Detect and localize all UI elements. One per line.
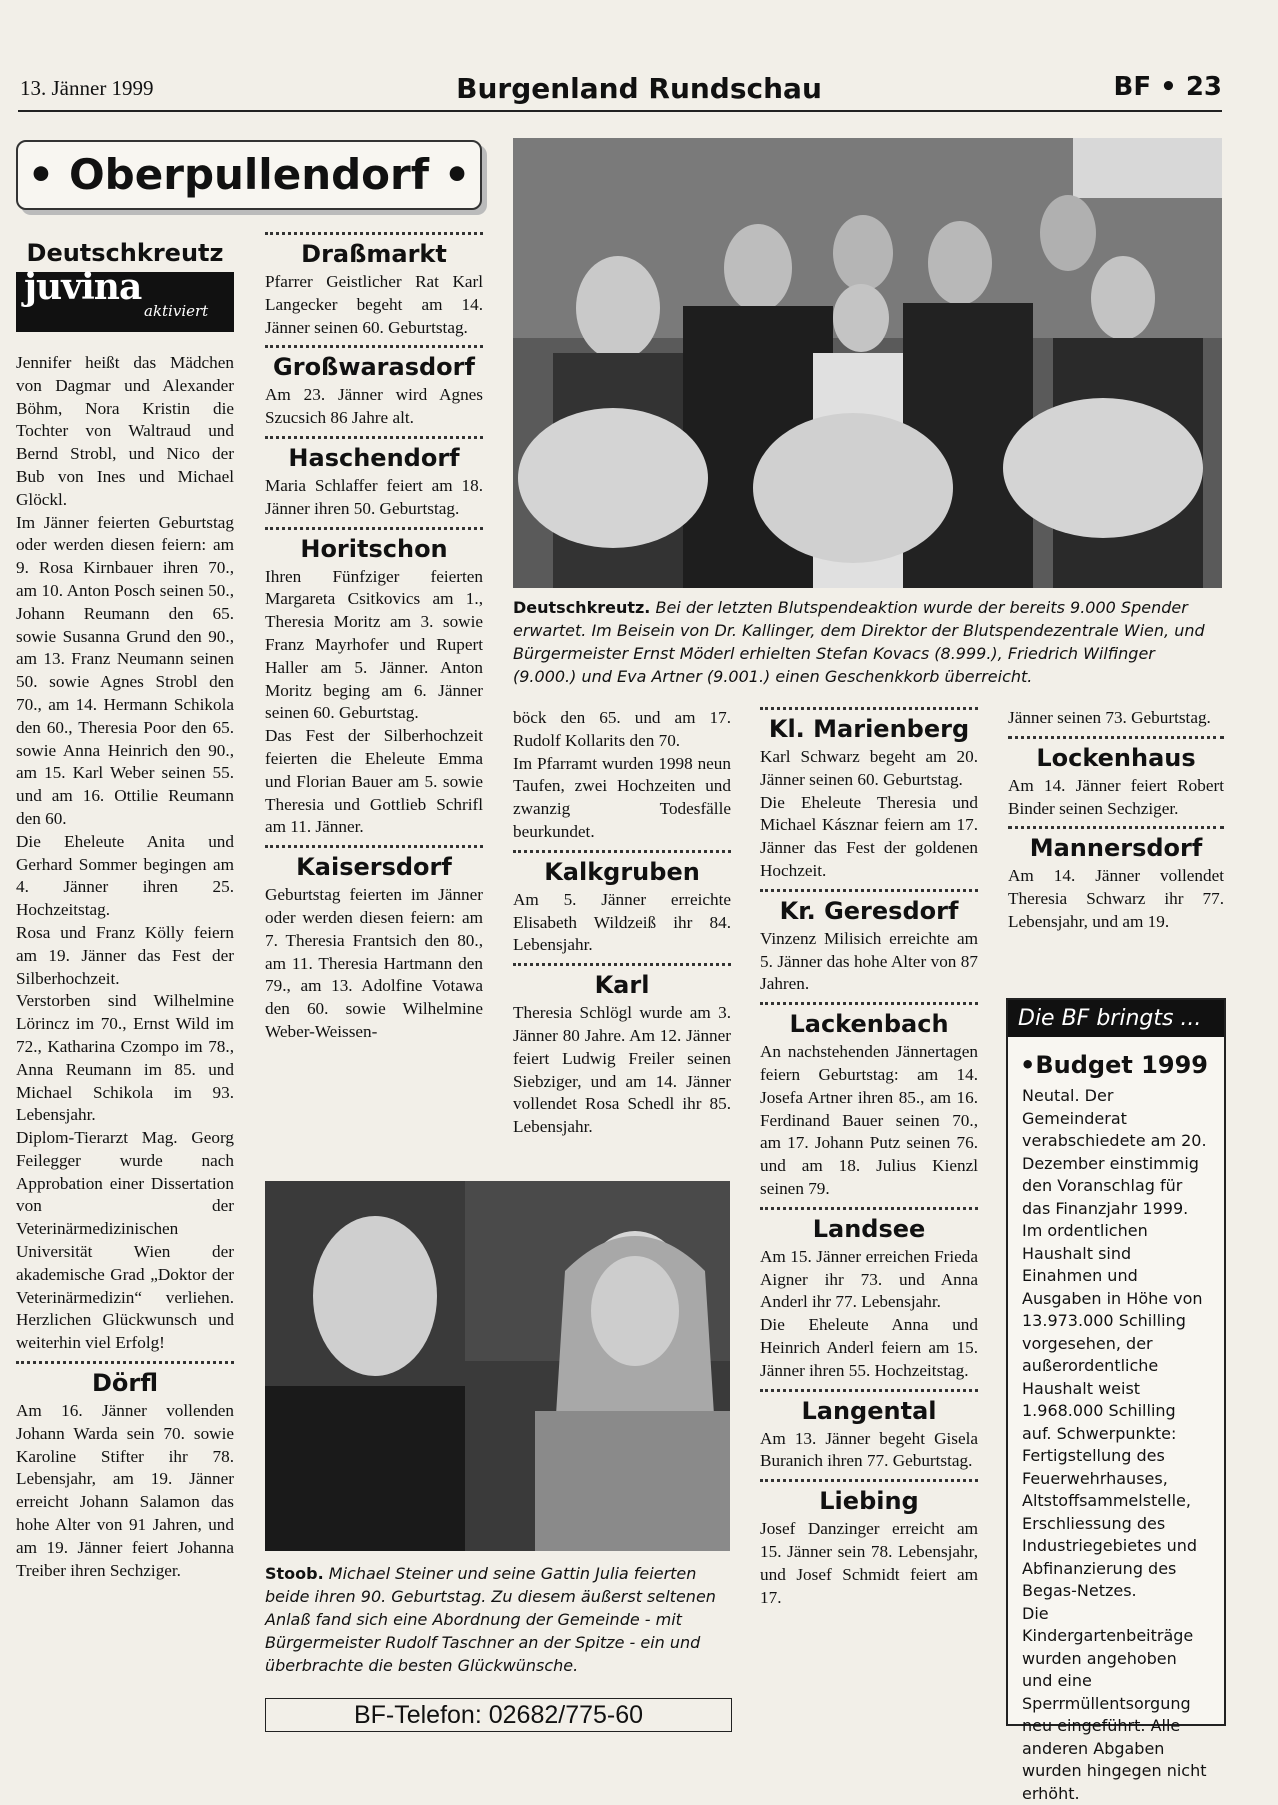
- column-5: [1008, 707, 1224, 934]
- paragraph: Am 23. Jänner wird Agnes Szucsich 86 Jahre alt.: [265, 384, 483, 430]
- sidebar-box: [1006, 998, 1226, 1726]
- sidebar-header: Die BF bringts ...: [1008, 1000, 1224, 1037]
- paragraph: Im Pfarramt wurden 1998 neun Taufen, zwei Hochzeiten und zwanzig Todesfälle beurkundet.: [513, 753, 731, 844]
- heading-grosswarasdorf: Großwarasdorf: [265, 352, 483, 382]
- column-4: [760, 707, 978, 1609]
- paragraph: Jennifer heißt das Mädchen von Dagmar und Alexander Böhm, Nora Kristin die Tochter von Waltraud und Bernd Strobl, und Nico der Bub von Ines und Michael Glöckl.: [16, 352, 234, 512]
- dotted-separator: [265, 232, 483, 235]
- heading-lockenhaus: Lockenhaus: [1008, 743, 1224, 773]
- paragraph: Jänner seinen 73. Geburtstag.: [1008, 707, 1224, 730]
- paragraph: Die Eheleute Anna und Heinrich Anderl feiern am 15. Jänner ihren 55. Hochzeitstag.: [760, 1314, 978, 1382]
- sidebar-paragraph: Die Kindergartenbeiträge wurden angehoben und eine Sperrmüllentsorgung neu eingeführt. Alle anderen Abgaben wurden hingegen nicht erhöht.: [1022, 1603, 1210, 1805]
- dotted-separator: [760, 889, 978, 892]
- dotted-separator: [265, 527, 483, 530]
- dotted-separator: [16, 1361, 234, 1364]
- heading-doerfl: Dörfl: [16, 1368, 234, 1398]
- caption-text: Michael Steiner und seine Gattin Julia feierten beide ihren 90. Geburtstag. Zu diesem äußerst seltenen Anlaß fand sich eine Abordnung der Gemeinde - mit Bürgermeister Rudolf Taschner an der Spitze - ein und überbrachte die besten Glückwünsche.: [265, 1564, 716, 1675]
- heading-mannersdorf: Mannersdorf: [1008, 833, 1224, 863]
- dotted-separator: [760, 1002, 978, 1005]
- heading-kl-marienberg: Kl. Marienberg: [760, 714, 978, 744]
- region-title: • Oberpullendorf •: [16, 140, 482, 210]
- paragraph: Rosa und Franz Kölly feiern am 19. Jänner das Fest der Silberhochzeit.: [16, 922, 234, 990]
- photo-illustration: [513, 138, 1222, 588]
- paragraph: Maria Schlaffer feiert am 18. Jänner ihren 50. Geburtstag.: [265, 475, 483, 521]
- heading-drassmarkt: Draßmarkt: [265, 239, 483, 269]
- heading-liebing: Liebing: [760, 1486, 978, 1516]
- heading-langental: Langental: [760, 1396, 978, 1426]
- paragraph: Am 14. Jänner feiert Robert Binder seinen Sechziger.: [1008, 775, 1224, 821]
- caption-place: Deutschkreutz.: [513, 598, 650, 617]
- paragraph: Im Jänner feierten Geburtstag oder werden diesen feiern: am 9. Rosa Kirnbauer ihren 70., am 10. Anton Posch seinen 50., Johann Reumann den 65. sowie Susanna Grund den 90., am 13. Franz Neumann seinen 50. sowie Agnes Strobl den 70., am 14. Hermann Schikola den 60., Theresia Poor den 65. sowie Anna Heinrich den 90., am 15. Karl Weber seinen 55. und am 16. Ottilie Reumann den 60.: [16, 512, 234, 831]
- heading-horitschon: Horitschon: [265, 534, 483, 564]
- heading-deutschkreutz: Deutschkreutz: [16, 238, 234, 268]
- paragraph: Geburtstag feierten im Jänner oder werden diesen feiern: am 7. Theresia Frantsich den 80., am 11. Theresia Hartmann den 79., am 13. Adolfine Votawa den 60. sowie Wilhelmine Weber-Weissen-: [265, 884, 483, 1044]
- dotted-separator: [760, 1389, 978, 1392]
- paragraph: Am 14. Jänner vollendet Theresia Schwarz ihr 77. Lebensjahr, und am 19.: [1008, 865, 1224, 933]
- column-1: [16, 236, 234, 1582]
- issue-date: 13. Jänner 1999: [20, 76, 154, 101]
- photo-blood-donors: [513, 138, 1222, 588]
- paragraph: Josef Danzinger erreicht am 15. Jänner sein 78. Lebensjahr, und Josef Schmidt feiert am 17.: [760, 1518, 978, 1609]
- sidebar-title: •Budget 1999: [1020, 1051, 1212, 1079]
- paragraph: Verstorben sind Wilhelmine Lörincz im 70., Ernst Wild im 72., Katharina Czompo im 78., Anna Reumann im 85. und Michael Schikola im 93. Lebensjahr.: [16, 990, 234, 1127]
- paragraph: Die Eheleute Theresia und Michael Kásznar feiern am 17. Jänner das Fest der goldenen Hochzeit.: [760, 792, 978, 883]
- dotted-separator: [1008, 736, 1224, 739]
- paragraph: Karl Schwarz begeht am 20. Jänner seinen 60. Geburtstag.: [760, 746, 978, 792]
- phone-box: BF-Telefon: 02682/775-60: [265, 1698, 732, 1732]
- dotted-separator: [265, 845, 483, 848]
- dotted-separator: [1008, 826, 1224, 829]
- photo-jubilee-couple: [265, 1181, 730, 1551]
- paragraph: Am 13. Jänner begeht Gisela Buranich ihren 77. Geburtstag.: [760, 1428, 978, 1474]
- dotted-separator: [760, 1207, 978, 1210]
- paragraph: An nachstehenden Jännertagen feiern Geburtstag: am 14. Josefa Artner ihren 85., am 16. Ferdinand Bauer seinen 70., am 17. Johann Putz seinen 76. und am 18. Julius Kienzl seinen 79.: [760, 1041, 978, 1201]
- caption-blood-donors: [513, 596, 1223, 688]
- paragraph: Das Fest der Silberhochzeit feierten die Eheleute Emma und Florian Bauer am 5. sowie Theresia und Gottlieb Schrifl am 11. Jänner.: [265, 725, 483, 839]
- paragraph: Theresia Schlögl wurde am 3. Jänner 80 Jahre. Am 12. Jänner feiert Ludwig Freiler seinen Siebziger, und am 14. Jänner vollendet Rosa Schedl ihr 85. Lebensjahr.: [513, 1002, 731, 1139]
- heading-haschendorf: Haschendorf: [265, 443, 483, 473]
- column-2: [265, 232, 483, 1044]
- paragraph: böck den 65. und am 17. Rudolf Kollarits den 70.: [513, 707, 731, 753]
- paragraph: Vinzenz Milisich erreichte am 5. Jänner das hohe Alter von 87 Jahren.: [760, 928, 978, 996]
- column-3: [513, 707, 731, 1139]
- caption-text: Bei der letzten Blutspendeaktion wurde der bereits 9.000 Spender erwartet. Im Beisein von Dr. Kallinger, dem Direktor der Blutspendezentrale Wien, und Bürgermeister Ernst Möderl erhielten Stefan Kovacs (8.999.), Friedrich Wilfinger (9.000.) und Eva Artner (9.001.) einen Geschenkkorb überreicht.: [513, 598, 1205, 686]
- sidebar-paragraph: Neutal. Der Gemeinderat verabschiedete am 20. Dezember einstimmig den Voranschlag für das Finanzjahr 1999. Im ordentlichen Haushalt sind Einahmen und Ausgaben in Höhe von 13.973.000 Schilling vorgesehen, der außerordentliche Haushalt weist 1.968.000 Schilling auf. Schwerpunkte: Fertigstellung des Feuerwehrhauses, Altstoffsammelstelle, Erschliessung des Industriegebietes und Abfinanzierung des Begas-Netzes.: [1022, 1085, 1210, 1603]
- dotted-separator: [265, 345, 483, 348]
- paragraph: Pfarrer Geistlicher Rat Karl Langecker begeht am 14. Jänner seinen 60. Geburtstag.: [265, 271, 483, 339]
- heading-lackenbach: Lackenbach: [760, 1009, 978, 1039]
- dotted-separator: [513, 850, 731, 853]
- paragraph: Am 16. Jänner vollenden Johann Warda sein 70. sowie Karoline Stifter ihr 78. Lebensjahr, am 19. Jänner erreicht Johann Salamon das hohe Alter von 91 Jahren, und am 19. Jänner feiert Johanna Treiber ihren Sechziger.: [16, 1400, 234, 1582]
- caption-place: Stoob.: [265, 1564, 324, 1583]
- paragraph: Am 15. Jänner erreichen Frieda Aigner ihr 73. und Anna Anderl ihr 77. Lebensjahr.: [760, 1246, 978, 1314]
- dotted-separator: [760, 707, 978, 710]
- photo-illustration: [265, 1181, 730, 1551]
- caption-jubilee-couple: [265, 1562, 735, 1677]
- newspaper-title: Burgenland Rundschau: [0, 72, 1278, 105]
- heading-kr-geresdorf: Kr. Geresdorf: [760, 896, 978, 926]
- header-rule: [18, 110, 1222, 112]
- heading-landsee: Landsee: [760, 1214, 978, 1244]
- dotted-separator: [760, 1479, 978, 1482]
- logo-script: aktiviert: [144, 300, 208, 323]
- heading-kalkgruben: Kalkgruben: [513, 857, 731, 887]
- paragraph: Am 5. Jänner erreichte Elisabeth Wildzeiß ihr 84. Lebensjahr.: [513, 889, 731, 957]
- logo-word: juvina: [24, 276, 141, 299]
- juvina-logo: [16, 272, 234, 332]
- dotted-separator: [513, 963, 731, 966]
- page-number: BF • 23: [1114, 72, 1222, 102]
- heading-karl: Karl: [513, 970, 731, 1000]
- paragraph: Diplom-Tierarzt Mag. Georg Feilegger wurde nach Approbation einer Dissertation von der Veterinärmedizinischen Universität Wien der akademische Grad „Doktor der Veterinärmedizin“ verliehen. Herzlichen Glückwunsch und weiterhin viel Erfolg!: [16, 1127, 234, 1355]
- paragraph: Die Eheleute Anita und Gerhard Sommer begingen am 4. Jänner ihren 25. Hochzeitstag.: [16, 831, 234, 922]
- paragraph: Ihren Fünfziger feierten Margareta Csitkovics am 1., Theresia Moritz am 3. sowie Franz Mayrhofer und Rupert Haller am 5. Jänner. Anton Moritz beging am 6. Jänner seinen 60. Geburtstag.: [265, 566, 483, 726]
- dotted-separator: [265, 436, 483, 439]
- heading-kaisersdorf: Kaisersdorf: [265, 852, 483, 882]
